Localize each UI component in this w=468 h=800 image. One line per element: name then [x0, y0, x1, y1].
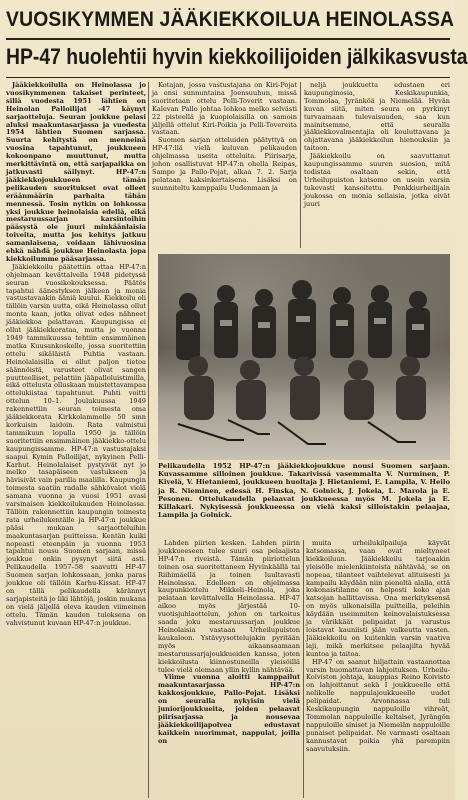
article-paragraph: Suomen sarjan otteluiden päätyttyä on HP-47:llä vielä kuluvan pelikauden ohjelmassa useita otteluita. Piirisarja, johon osallistuvat HP-47:n ohella Reipas, Sampo ja Pallo-Pojat, alkaa 7. 2. Sarja pelataan kaksinkertaisena. Lisäksi on suunniteltu kamppailu Uudenmaan ja [152, 136, 297, 192]
team-photo [158, 254, 450, 460]
article-paragraph: Jääkiekkoilulla on Heinolassa jo vuosikymmenen takaiset perinteet, sillä vuodesta 1951 lähtien on Heinolan Palloilijat -47 käynyt sarjaotteluja. Seuran joukkue pelasi aluksi maakuntasarjassa ja vuodesta 1954 lähtien Suomen sarjassa. Suurta kehitystä on menneinä vuosina tapahtunut, joukkueen kokoonpano muuttunut, mutta merkittävintä on, että sarjapaikka on jatkuvasti säilynyt. HP-47:n jääkiekkojoukkueen tämän pelikauden suoritukset ovat olleet eräänmäärin parhaita tähän mennessä. Tosin nytkin on lohkossa yksi joukkue heinolaisia edellä, eikä mestaruussarjan karsintoihin pääsystä ole juuri minkäänlaisia toiveita, mutta jos kehitys jatkuu samanlaisena, voidaan lähivuosina ehkä nähdä joukkue Heinolasta jopa kiekkoilumme pääsarjassa. [6, 81, 146, 263]
article-paragraph: Kotajan, jossa vastustajana on Kiri-Pojat ja ensi sunnuntaina Joensuuhun, missä suoritetaan ottelu Pelli-Toverit vastaan. Kalevan Pallo johtaa lohkoa melko selvästi 22 pisteellä ja kuopiolaisilla on samoin jäljellä ottelut Kiri-Poikia ja Pelli-Tovereita vastaan. [152, 81, 297, 137]
headline-sub: HP-47 huolehtii hyvin kiekkoilijoiden jälkikasvusta [6, 44, 468, 69]
team-photo-silhouettes [158, 254, 450, 460]
article-column-1 [6, 82, 146, 798]
article-column-3-bottom [306, 540, 450, 798]
column-divider [303, 540, 304, 798]
article-column-2-bottom [158, 540, 300, 798]
article-paragraph: muita urheilukilpailuja käyvät katsomassa, vaan ovat mieltyneet kiekkoiluun. Jääkiekkoilu tarjoaakin yleisölle mielenkiintoista nähtävää, se on nopeaa, tilanteet vaihtelevat alituisesti ja kampailu käydään niin pieneltä alalla, että kokonaistilanne on helposti koko ajan katsojan hallittavissa. Ona merkityksensä on myös ulkonaisilla puitteilla, peleihin käydään useimmiten keinovalaistuksessa ja värikkäät pelipaidat ja varustus loistavat kauniisti jään valkeutta vasten. Jääkiekkoilu on kuitenkin varsin vaativa laji, mikä merkitsee pelaajilta hyvää kuntoa ja taitoa. [306, 539, 450, 658]
column-divider [148, 82, 149, 798]
article-column-3-top [304, 82, 450, 248]
article-paragraph: HP-47 on saanut hiljattain vastaanottaa varsin huomattavan lahjoituksen. Urheilu-Koiviston johtaja, kauppias Reino Koivisto on lahjoittanut sekä I joukkueelle että nelikolle nappulajoukkueelle uudet pelipaidat. Arvonnassa tuli Keskikaupungin nappuloille vihreät, Tommolan nappuloille keltaiset, Jyrängön nappuloille siniset ja Niemelän nappuloille punaiset pelipaidat. Ne varmasti osaltaan kannustavat poikia yhä parempiin saavutuksiin. [306, 657, 450, 753]
article-paragraph: neljä joukkuetta edustaen eri kaupunginosia, Keskikaupunkia, Tommolaa, Jyränköä ja Niemelää. Hyvän kuvan siitä, miten seura on pyrkinyt turvaamaan tulevaisuuden, saa kun mainitsemme, että seuralla jääkiekkovalmentajia oli kouluttavana ja ohjattavana jääkiekkoilun hienouksiin ja taitoon. [304, 81, 450, 153]
photo-caption: Pelikaudella 1952 HP-47:n jääkiekkojoukkue nousi Suomen sarjaan. Kuvassamme silloinen joukkue. Takarivissä vasemmalta V. Nurminen, P. Kivelä, V. Hietaniemi, joukkueen huoltaja J. Hietaniemi, E. Lampila, V. Heilo ja R. Nieminen, edessä H. Finska, N. Golnick, J. Jokela, L. Marola ja E. Pesonen. Ottelukaudella pelaavat joukkueessa myös M. Jokela ja E. Killakari. Nykyisessä joukkueessa on vielä kaksi silloistakin pelaajaa, Lampila ja Golnick. [158, 462, 450, 520]
column-divider [300, 82, 301, 248]
subhead-rule [6, 77, 450, 78]
article-paragraph: Jääkiekkoilu päätettiin ottaa HP-47:n ohjelmaan kevättalvella 1948 pidetyssä seuran vuosikokouksessa. Päätös tapahtui äänestyksen jälkeen ja monia vastustavaakin ääniä kuului. Kiekkoilu oli tällöin varsin uutta, eikä Heinolassa ollut monta kaan, jotka olivat edes nähneet jääkiekkoa pelattavan. Kaupungissa ei ollut jääkiekkorataa, mutta jo vuonna 1949 tammikuussa tehtiin ensimmäinen matka Kuusankoskelle, jossa suoritettiin ottelu sikäläistä Puhtia vastaan. Heinolalaisilla ei ollut paljon tietoa säännöistä, varusteet olivat sangen puutteelliset, pelattiin jääpalloluistimilla, eikä ottelusta olluskaan muistettavampaa ottelukiistaa tapahtunut. Puhti voitti ottelun 10–1. Joulukuussa 1949 rakennettiin seuran toimesta oma jääkiekkorata Kirkkolammelle 50 smn korkuisin laidoin. Rata valmistui tammikuun lopulla 1950 ja tällöin suoritettiin ensimmäinen jääkiekko-ottelu kaupungissamme. HP-47:n vastustajaksi saapui Kymin Palloilijat, nykyinen Pelli-Karhut. Heinolalaiset pystyivät nyt jo melko tasapäiseen vastukseen ja hävisivät vain parilla maalilla. Kaupungin toimesta saatiin radalle sähkövalot vielä samana vuonna ja vuosi 1951 avasi varsinaisen kiekkoilukauden Heinolassa. Tällöin rakennettiin kaupungin toimesta rata urheilukentälle ja HP-47:n joukkue pääsi mukaan sarjaotteluihin maakuntasarjan puitteissa. Kentän kuiki nopeasti eteenpäin ja vuonna 1953 tapahtui nousu Suomen sarjaan, missä joukkue onkin pysynyt siitä asti. Pelikaudella 1957–58 saavutti HP-47 Suomen sarjan lohkossaan, jonka paras joukkue oli tällöin Karhu-Kissat. HP-47 on tällä pelikaudella kärännyt sarjapisteitä jo liki lähtöjä, joskin mukana on vielä jäljellä oleva kauden viimeinen ottelu. Tämän kauden tuloksena on vahvistunut kuvaan HP-47:n joukkue. [6, 262, 146, 627]
headline-main: VUOSIKYMMEN JÄÄKIEKKOILUA HEINOLASSA [6, 8, 455, 31]
article-paragraph: Jääkiekkoilu on saavuttanut kaupungissamme suuren suosion, mitä todistaa osaltaan sekin, että Urheilupuiston katsomo on usein varsin tukevasti kansoitettu. Penkkiurheilijain joukossa on monia sellaisia, jotka eivät juuri [304, 152, 450, 208]
article-paragraph: Lahden piirien kesken. Lahden piirin joukkueeseen tulee suuri osa pelaajista HP-47:n riveistä. Tämän piiriottelun toinen osa suoritettaneen Hyvinkäällä tai Riihimäellä ja toinen luultavasti Heinolassa. Edelleen on ohjelmassa kaupunkiottelu Mikkeli–Heinola, joka pelataan kevättalvella Heinolassa. HP-47 aikoo myös järjestää 10-vuotisjuhlaottelun, johon on tarkoitus saada joku mestaruussarjan joukkue Heinolaisia vastaan Urheilupuiston kaukaloon. Ystävyysottelujakin pyritään myös aikaansaamaan mestaruussarjajoukkueiden kanssa, joten kiekkoilusta kiinnostuneilla yleisöillä tulee vielä olemaan yllin kyllin nähtävää. [158, 539, 300, 674]
article-paragraph: Viime vuonna aloitti kamppailut maakuntasarjassa HP-47:n kakkosjoukkue, Pallo-Pojat. Lisäksi on seuralla nykyisin vielä juniorijoukkueita, joiden pelaavat piirisarjassa ja nousevaa jääkiekkoilijapolvea edustavat kaikkein nuorimmat, nappulat, joilla on [158, 673, 300, 745]
article-column-2-top [152, 82, 297, 248]
